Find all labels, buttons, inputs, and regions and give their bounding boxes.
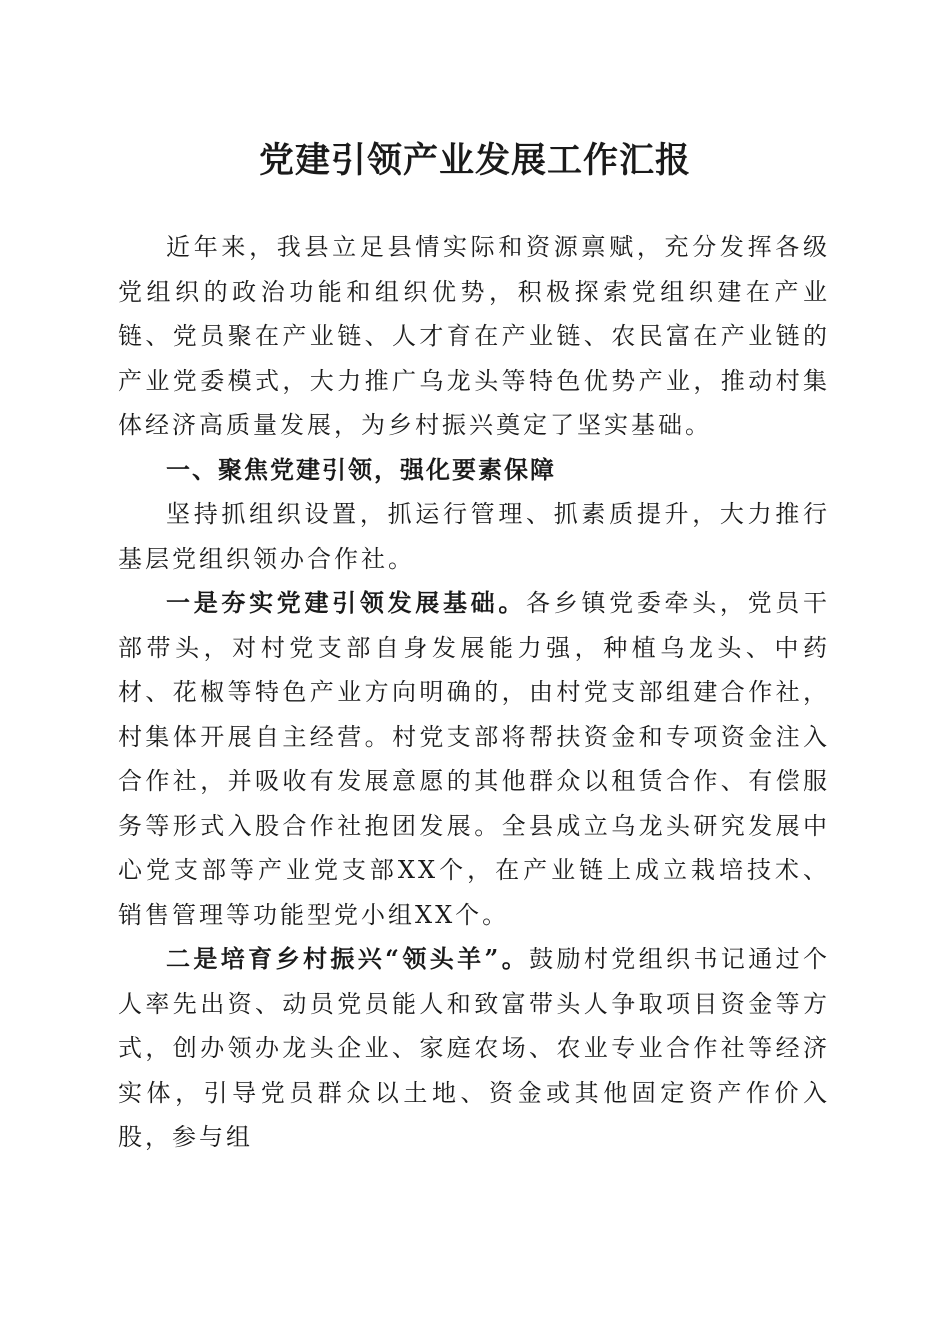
point-two-text: 鼓励村党组织书记通过个人率先出资、动员党员能人和致富带头人争取项目资金等方式，创办领办龙头企业、家庭农场、农业专业合作社等经济实体，引导党员群众以土地、资金或其他固定资产作价入股，参与组 (118, 945, 831, 1151)
point-two-paragraph (118, 937, 830, 1160)
intro-paragraph: 近年来，我县立足县情实际和资源禀赋，充分发挥各级党组织的政治功能和组织优势，积极探索党组织建在产业链、党员聚在产业链、人才育在产业链、农民富在产业链的产业党委模式，大力推广乌龙头等特色优势产业，推动村集体经济高质量发展，为乡村振兴奠定了坚实基础。 (118, 233, 830, 439)
section-summary-paragraph: 坚持抓组织设置，抓运行管理、抓素质提升，大力推行基层党组织领办合作社。 (118, 500, 830, 573)
document-title: 党建引领产业发展工作汇报 (258, 140, 691, 181)
point-one-lead: 一是夯实党建引领发展基础。 (166, 588, 527, 617)
point-two-lead: 二是培育乡村振兴“领头羊”。 (166, 944, 530, 973)
section-heading: 一、聚焦党建引领，强化要素保障 (166, 455, 556, 484)
document-body (118, 225, 830, 1160)
point-one-text: 各乡镇党委牵头，党员干部带头，对村党支部自身发展能力强，种植乌龙头、中药材、花椒等特色产业方向明确的，由村党支部组建合作社，村集体开展自主经营。村党支部将帮扶资金和专项资金注入合作社，并吸收有发展意愿的其他群众以租赁合作、有偿服务等形式入股合作社抱团发展。全县成立乌龙头研究发展中心党支部等产业党支部XX个，在产业链上成立栽培技术、销售管理等功能型党小组XX个。 (118, 589, 831, 929)
point-one-paragraph (118, 581, 830, 937)
